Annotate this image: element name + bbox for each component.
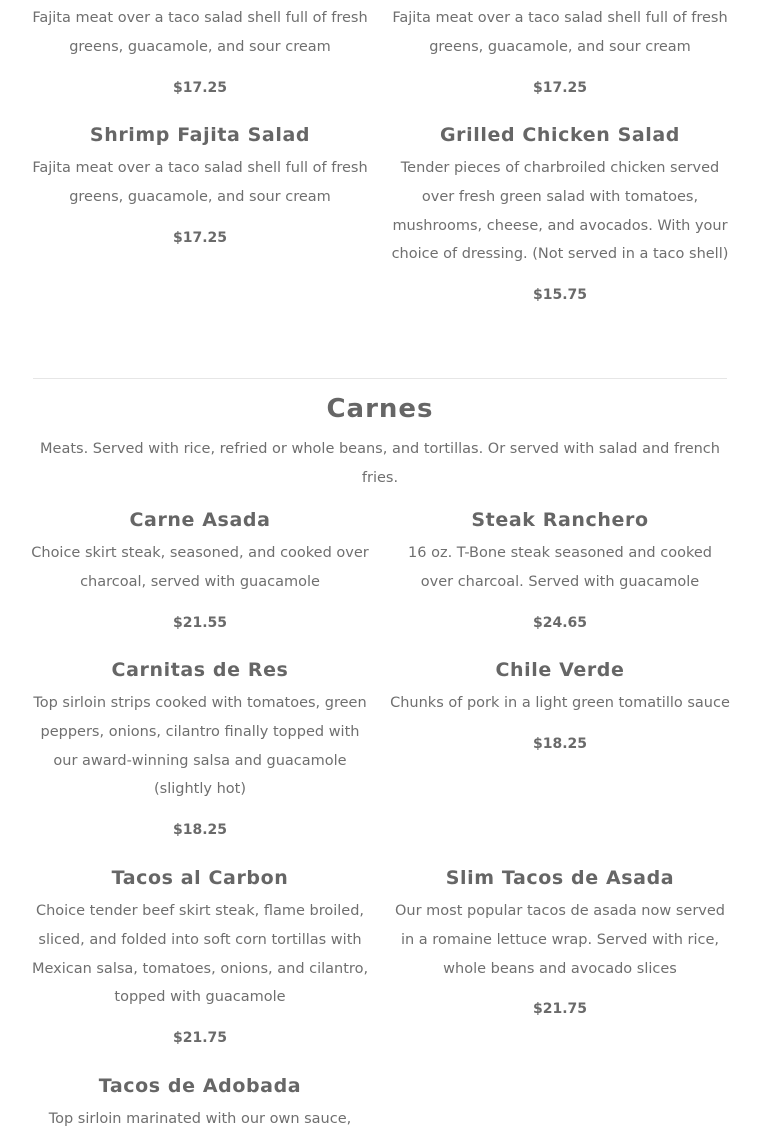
- item-description: Chunks of pork in a light green tomatillo sauce: [390, 695, 730, 711]
- item-title: Grilled Chicken Salad: [439, 124, 681, 146]
- item-title: Carne Asada: [129, 509, 271, 531]
- menu-item-shrimp-fajita-salad: [30, 122, 370, 248]
- item-price: $18.25: [532, 735, 588, 752]
- menu-item-tacos-de-adobada: [30, 1073, 370, 1134]
- item-description: Top sirloin marinated with our own sauce,: [48, 1111, 352, 1127]
- item-description: Our most popular tacos de asada now served in a romaine lettuce wrap. Served with rice, whole beans and avocado slices: [395, 903, 725, 977]
- item-title: Shrimp Fajita Salad: [89, 124, 311, 146]
- item-description: Choice skirt steak, seasoned, and cooked over charcoal, served with guacamole: [31, 545, 369, 590]
- item-title: Tacos de Adobada: [98, 1075, 302, 1097]
- item-description: Fajita meat over a taco salad shell full of fresh greens, guacamole, and sour cream: [32, 160, 368, 205]
- item-title: Tacos al Carbon: [111, 867, 289, 889]
- item-price: $17.25: [532, 79, 588, 96]
- item-price: $21.75: [532, 1001, 588, 1018]
- item-price: $21.75: [172, 1030, 228, 1047]
- menu-item-carnitas-de-res: [30, 657, 370, 840]
- item-description: Fajita meat over a taco salad shell full of fresh greens, guacamole, and sour cream: [32, 10, 368, 55]
- item-description: Tender pieces of charbroiled chicken served over fresh green salad with tomatoes, mushrooms, cheese, and avocados. With your choice of dressing. (Not served in a taco shell): [391, 160, 729, 263]
- item-price: $17.25: [172, 79, 228, 96]
- item-title: Slim Tacos de Asada: [445, 867, 675, 889]
- item-description: Choice tender beef skirt steak, flame broiled, sliced, and folded into soft corn tortillas with Mexican salsa, tomatoes, onions, and cilantro, topped with guacamole: [31, 903, 369, 1006]
- menu-item-chile-verde: [390, 657, 730, 754]
- item-title: Steak Ranchero: [471, 509, 649, 531]
- item-price: $17.25: [172, 229, 228, 246]
- item-price: $21.55: [172, 614, 228, 631]
- menu-item-fajita-salad-left: [30, 4, 370, 98]
- menu-item-grilled-chicken-salad: [390, 122, 730, 305]
- menu-item-fajita-salad-right: [390, 4, 730, 98]
- section-description: Meats. Served with rice, refried or whole beans, and tortillas. Or served with salad and french fries.: [40, 441, 720, 486]
- menu-item-slim-tacos-de-asada: [390, 865, 730, 1019]
- item-description: 16 oz. T-Bone steak seasoned and cooked over charcoal. Served with guacamole: [408, 545, 712, 590]
- item-title: Carnitas de Res: [111, 659, 289, 681]
- item-price: $24.65: [532, 614, 588, 631]
- item-description: Top sirloin strips cooked with tomatoes, green peppers, onions, cilantro finally topped with our award-winning salsa and guacamole (slightly hot): [33, 695, 367, 798]
- menu-item-carne-asada: [30, 507, 370, 633]
- section-divider: [33, 378, 727, 379]
- item-price: $18.25: [172, 822, 228, 839]
- item-description: Fajita meat over a taco salad shell full of fresh greens, guacamole, and sour cream: [392, 10, 728, 55]
- menu-item-tacos-al-carbon: [30, 865, 370, 1048]
- item-price: $15.75: [532, 287, 588, 304]
- section-title: Carnes: [326, 394, 434, 424]
- item-title: Chile Verde: [495, 659, 625, 681]
- menu-item-steak-ranchero: [390, 507, 730, 633]
